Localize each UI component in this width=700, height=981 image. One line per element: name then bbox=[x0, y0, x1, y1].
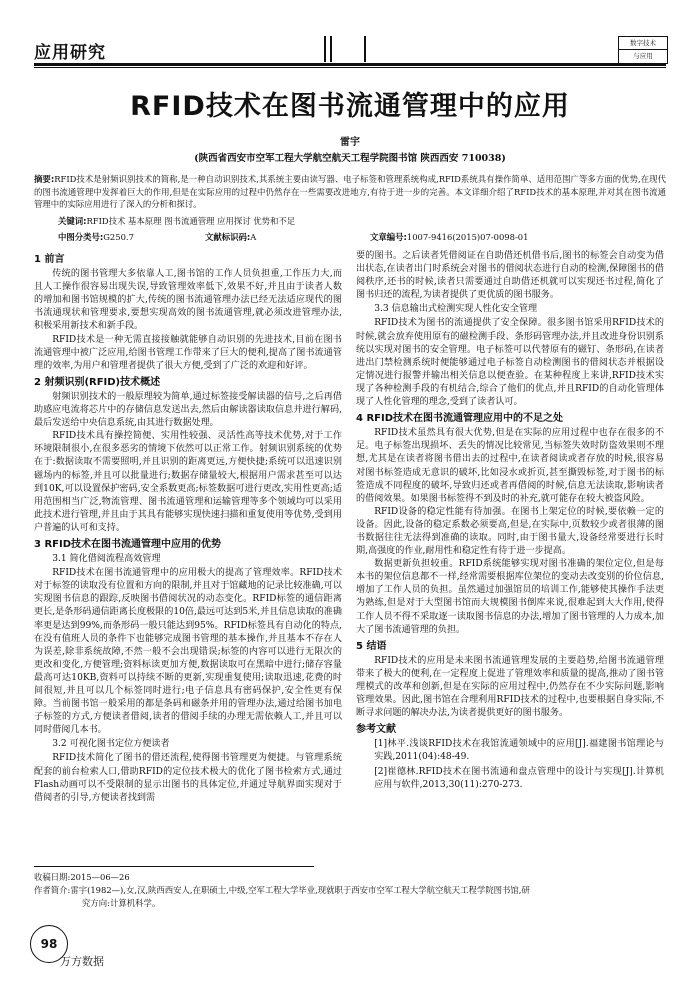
received-date: 收稿日期:2015—06—26 bbox=[34, 872, 130, 882]
subsection-heading: 3.1 简化借阅流程高效管理 bbox=[52, 554, 161, 565]
document-code: 文献标识码:A bbox=[205, 232, 257, 242]
paragraph: 传统的图书管理大多依靠人工,图书馆的工作人员负担重,工作压力大,而且人工操作很容易出现失误,导致管理效率低下,效果不好,并且由于读者人数的增加和图书馆规模的扩大,传统的图书流通管理办法已经无法适应现代的图书流通现状和管理要求,要想实现高效的图书流通管理,就必须改进管理办法,积极采用新技术和新手段。 bbox=[34, 269, 342, 332]
abstract-text: RFID技术是射频识别技术的简称,是一种自动识别技术,其系统主要由读写器、电子标签和管理系统构成,RFID系统具有操作简单、适用范围广等多方面的优势,在现代的图书流通管理中发挥着巨大的作用,但是在实际应用的过程中仍然存在一些需要改进地方,有待于进一步的完善。本文详细介绍了RFID技术的基本原理,并对其在图书流通管理中的实际应用进行了深入的分析和探讨。 bbox=[34, 174, 666, 209]
header-decoration bbox=[320, 36, 370, 62]
section-header: 应用研究 bbox=[34, 43, 106, 63]
keywords-label: 关键词: bbox=[58, 216, 87, 226]
paragraph: 数据更新负担较重。RFID系统能够实现对图书准确的架位定位,但是每本书的架位信息都不一样,经常需要根据库位架位的变动去改变别的价位信息,增加了工作人员的负担。虽然通过加强馆员的培训工作,能够使其操作手法更为熟练,但是对于大型图书馆而大规模图书倒库来说,很难起到大大作用,使得工作人员不得不采取逐一读取图书信息的办法,增加了图书管理的人力成本,加大了图书流通管理的负担。 bbox=[356, 559, 664, 635]
footnote bbox=[34, 871, 674, 910]
article-title: RFID技术在图书流通管理中的应用 bbox=[130, 91, 570, 122]
author-bio-cont: 究方向:计算机科学。 bbox=[82, 898, 161, 908]
abstract-label: 摘要: bbox=[34, 174, 55, 184]
clc-number: 中图分类号:G250.7 bbox=[58, 232, 134, 242]
subsection-heading: 3.3 信息输出式检测实现人性化安全管理 bbox=[374, 304, 538, 315]
section-heading: 1 前言 bbox=[34, 254, 65, 265]
paragraph: RFID技术简化了图书的借还流程,使得图书管理更为便捷。与管理系统配套的前台检索人口,借助RFID的定位技术极大的优化了图书检索方式,通过Flash动画可以不受限制的显示出图书的具体定位,并通过导航界面实现对于借阅者的引导,方便读者找到需 bbox=[34, 753, 342, 803]
left-column bbox=[34, 250, 342, 805]
paragraph: RFID设备的稳定性能有待加强。在图书上架定位的时候,要依赖一定的设备。因此,设备的稳定系数必须要高,但是,在实际中,页数较少或者很薄的图书数据往往无法得到准确的读取。同时,由于图书量大,设备经常要进行长时期,高强度的作业,耐用性和稳定性有待于进一步提高。 bbox=[356, 506, 664, 557]
reference-item: [2]崔德林.RFID技术在图书流通和盘点管理中的设计与实现[J].计算机应用与软件,2013,30(11):270-273. bbox=[374, 766, 664, 790]
watermark: 万方数据 bbox=[60, 955, 104, 968]
abstract bbox=[34, 173, 666, 211]
paragraph: 要的图书。之后读者凭借阅证在自助借还机借书后,图书的标签会自动变为借出状态,在读者出门时系统会对图书的借阅状态进行自动的检测,保障图书的借阅秩序,还书的时候,读者只需要通过自助借还机就可以实现还书过程,简化了图书归还的流程,为读者提供了更优质的图书服务。 bbox=[356, 251, 664, 301]
section-heading: 参考文献 bbox=[356, 724, 396, 736]
journal-logo: 数字技术 与应用 bbox=[618, 36, 668, 64]
page-number: 98 bbox=[30, 925, 68, 963]
paragraph: RFID技术为图书的流通提供了安全保障。很多图书馆采用RFID技术的时候,就会放弃使用原有的磁检测手段、条形码管理办法,并且改进身份识别系统以实现对图书的安全管理。电子标签可以代替原有的磁钉、条形码,在读者进出门禁检测系统时便能够通过电子标签自动检测图书的借阅状态并根据设定情况进行报警并输出相关信息以便查验。在某种程度上来讲,RFID技术实现了各种检测手段的有机结合,综合了他们的优点,并且RFID的自动化管理体现了人性化管理的理念,受到了读者认可。 bbox=[356, 318, 664, 408]
section-heading: 5 结语 bbox=[356, 640, 387, 652]
paragraph: 射频识别技术的一般原理较为简单,通过标签接受解读器的信号,之后再借助感应电流将芯片中的存储信息发送出去,然后由解读器读取信息并进行解码,最后发送给中央信息系统,由其进行数据处理。 bbox=[34, 391, 342, 429]
paragraph: RFID技术虽然具有很大优势,但是在实际的应用过程中也存在很多的不足。电子标签出现损坏、丢失的情况比较常见,当标签失效时防盗效果则不理想,尤其是在读者将图书借出去的过程中,在读者阅读或者存放的时候,很容易对图书标签造成无意识的破坏,比如浸水或折页,甚至撕毁标签,对于图书的标签造成不同程度的破坏,导致归还或者再借阅的时候,信息无法读取,影响读者的借阅效果。如果图书标签得不到及时的补充,就可能存在较大被盗风险。 bbox=[356, 428, 664, 504]
subsection-heading: 3.2 可视化图书定位方便读者 bbox=[52, 739, 170, 750]
footnote-rule bbox=[34, 866, 314, 867]
keywords-text: RFID技术 基本原理 图书流通管理 应用探讨 优势和不足 bbox=[86, 216, 296, 226]
header-rule-thin bbox=[34, 67, 666, 68]
paragraph: RFID技术在图书流通管理中的应用极大的提高了管理效率。RFID技术对于标签的读取没有位置和方向的限制,并且对于馆藏地的记录比较准确,可以实现图书信息的跟踪,反映图书借阅状况的动态变化。RFID标签的通信距离更长,是条形码通信距离长度极限的10倍,最远可达到5米,并且信息读取的准确率更是达到99%,而条形码一般只能达到95%。RFID标签具有自动化的特点,在没有值班人员的条件下也能够完成图书管理的基本操作,并且基本不存在人为误差,除非系统故障,不然一般不会出现错误;标签的内容可以进行无限次的更改和变化,方便管理;资料标读更加方便,数据读取可在黑暗中进行;储存容量最高可达10KB,资料可以持续不断的更新,实现重复使用;读取迅速,花费的时间很短,并且可以几个标签同时进行;电子信息具有密码保护,安全性更有保障。当前图书馆一般采用的都是条码和磁条并用的管理办法,通过给图书加电子标签的方式,方便读者借阅,读者的借阅手续的办理无需依赖人工,并且可以同时借阅几本书。 bbox=[34, 568, 342, 736]
reference-item: [1]林平.浅谈RFID技术在我馆流通领域中的应用[J].福建图书馆理论与实践,2011(04):48-49. bbox=[374, 739, 664, 763]
author: 雷宇 bbox=[340, 137, 360, 148]
affiliation: (陕西省西安市空军工程大学航空航天工程学院图书馆 陕西西安 710038) bbox=[194, 153, 506, 164]
author-bio: 作者简介:雷宇(1982—),女,汉,陕西西安人,在职硕士,中级,空军工程大学毕业,现就职于西安市空军工程大学航空航天工程学院图书馆,研 bbox=[34, 885, 530, 895]
paragraph: RFID技术是一种无需直接接触就能够自动识别的先进技术,目前在图书流通管理中被广泛应用,给图书管理工作带来了巨大的便利,提高了图书流通管理的效率,为用户和管理者提供了很大方便,受到了广泛的欢迎和好评。 bbox=[34, 334, 342, 371]
paragraph: RFID技术的应用是未来图书流通管理发展的主要趋势,给图书流通管理带来了极大的便利,在一定程度上促进了管理效率和质量的提高,推动了图书管理模式的改革和创新,但是在实际的应用过程中,仍然存在不少实际问题,影响管理效果。因此,图书馆在合理利用RFID技术的过程中,也要根据自身实际,不断寻求问题的解决办法,为读者提供更好的图书服务。 bbox=[356, 655, 664, 719]
section-heading: 4 RFID技术在图书流通管理应用中的不足之处 bbox=[356, 413, 563, 425]
section-heading: 3 RFID技术在图书流通管理中应用的优势 bbox=[34, 538, 221, 550]
article-number: 文章编号:1007-9416(2015)07-0098-01 bbox=[370, 232, 529, 242]
paragraph: RFID技术具有操控简便、实用性较强、灵活性高等技术优势,对于工作环境限制很小,在很多恶劣的情境下依然可以正常工作。射频识别系统的优势在于:数据读取不需要照明,并且识别的距离更远,方便快捷;系统可以迅速识别磁场内的标签,并且可以批量进行;数据存储量较大,根据用户需求甚至可以达到10K,可以设置保护密码,安全系数更高;标签数据可进行更改,实用性更高;适用范围相当广泛,物流管理、图书流通管理和运输管理等多个领域均可以采用此技术进行管理,并且由于其具有能够实现快速扫描和重复使用等优势,受到用户普遍的认可和支持。 bbox=[34, 431, 342, 533]
right-column bbox=[356, 250, 664, 792]
section-heading: 2 射频识别(RFID)技术概述 bbox=[34, 376, 161, 388]
keywords bbox=[58, 215, 295, 227]
header-rule bbox=[34, 63, 666, 66]
